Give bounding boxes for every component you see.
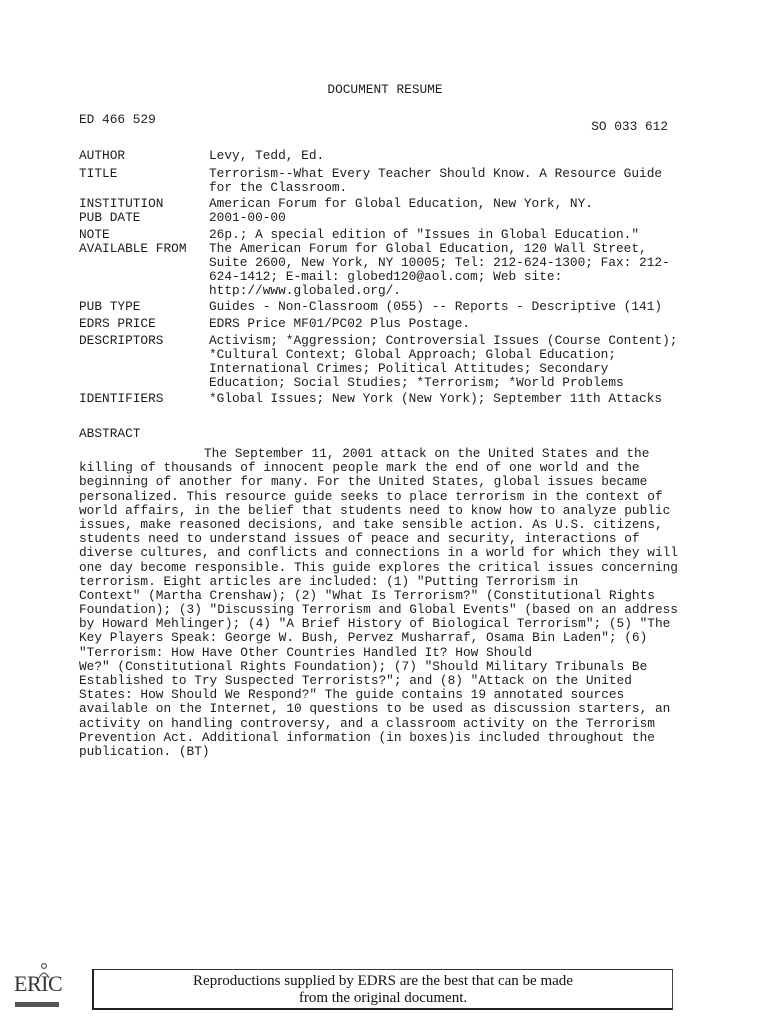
abstract-line: beginning of another for many. For the United States, global issues became	[79, 474, 648, 490]
field-value	[209, 300, 729, 314]
field-value	[209, 392, 729, 406]
abstract-line: Key Players Speak: George W. Bush, Pervez Musharraf, Osama Bin Laden"; (6)	[79, 630, 648, 646]
notice-line-2: from the original document.	[298, 990, 468, 1006]
abstract-line: terrorism. Eight articles are included: (1) "Putting Terrorism in	[79, 573, 579, 589]
value-line: for the Classroom.	[209, 180, 348, 195]
abstract-line: one day become responsible. This guide explores the critical issues concerning	[79, 559, 678, 575]
abstract-line: States: How Should We Respond?" The guide contains 19 annotated sources	[79, 687, 625, 703]
field-label: DESCRIPTORS	[79, 333, 164, 348]
abstract-line: issues, make reasoned decisions, and take sensible action. As U.S. citizens,	[79, 516, 663, 532]
value-line: Guides - Non-Classroom (055) -- Reports - Descriptive (141)	[209, 299, 663, 314]
value-line: Education; Social Studies; *Terrorism; *World Problems	[209, 375, 624, 390]
value-line: 2001-00-00	[209, 210, 286, 225]
reproduction-notice	[92, 969, 673, 1010]
abstract-body	[79, 447, 719, 759]
eric-logo-bar	[15, 1002, 59, 1007]
field-label: INSTITUTION	[79, 196, 164, 211]
field-value	[209, 228, 729, 242]
abstract-line: Prevention Act. Additional information (in boxes)is included throughout the	[79, 729, 655, 745]
value-line: 624-1412; E-mail: globed120@aol.com; Web site:	[209, 269, 563, 284]
field-value	[209, 211, 729, 225]
abstract-line: diverse cultures, and conflicts and connections in a world for which they will	[79, 545, 678, 561]
value-line: 26p.; A special edition of "Issues in Global Education."	[209, 227, 640, 242]
value-line: EDRS Price MF01/PC02 Plus Postage.	[209, 316, 471, 331]
field-label: NOTE	[79, 227, 110, 242]
abstract-line: We?" (Constitutional Rights Foundation); (7) "Should Military Tribunals Be	[79, 658, 648, 674]
abstract-line: "Terrorism: How Have Other Countries Handled It? How Should	[79, 644, 533, 660]
value-line: Levy, Tedd, Ed.	[209, 148, 325, 163]
field-label: TITLE	[79, 166, 118, 181]
value-line: Suite 2600, New York, NY 10005; Tel: 212-624-1300; Fax: 212-	[209, 255, 670, 270]
value-line: The American Forum for Global Education, 120 Wall Street,	[209, 241, 647, 256]
field-value	[209, 334, 729, 390]
abstract-heading: ABSTRACT	[79, 426, 141, 441]
field-value	[209, 197, 729, 211]
value-line: Terrorism--What Every Teacher Should Know. A Resource Guide	[209, 166, 663, 181]
abstract-line: world affairs, in the belief that students need to know how to analyze public	[79, 502, 671, 518]
abstract-line: by Howard Mehlinger); (4) "A Brief History of Biological Terrorism"; (5) "The	[79, 616, 671, 632]
value-line: International Crimes; Political Attitudes; Secondary	[209, 361, 609, 376]
abstract-line: Foundation); (3) "Discussing Terrorism and Global Events" (based on an address	[79, 602, 678, 618]
abstract-line: students need to understand issues of peace and security, interactions of	[79, 531, 640, 547]
abstract-line: activity on handling controversy, and a classroom activity on the Terrorism	[79, 715, 655, 731]
ed-number: ED 466 529	[79, 112, 156, 127]
eric-logo-text: ERIC	[14, 971, 63, 996]
value-line: *Cultural Context; Global Approach; Global Education;	[209, 347, 617, 362]
abstract-line: available on the Internet, 10 questions to be used as discussion starters, an	[79, 701, 671, 717]
field-value	[209, 317, 729, 331]
abstract-line: publication. (BT)	[79, 743, 210, 759]
value-line: http://www.globaled.org/.	[209, 283, 401, 298]
field-label: PUB TYPE	[79, 299, 141, 314]
abstract-line: Context" (Martha Crenshaw); (2) "What Is Terrorism?" (Constitutional Rights	[79, 587, 655, 603]
field-label: IDENTIFIERS	[79, 391, 164, 406]
field-label: AUTHOR	[79, 148, 126, 163]
value-line: American Forum for Global Education, New York, NY.	[209, 196, 593, 211]
eric-logo	[14, 963, 68, 1011]
document-title: DOCUMENT RESUME	[327, 82, 443, 97]
abstract-line: killing of thousands of innocent people mark the end of one world and the	[79, 460, 640, 476]
field-value	[209, 167, 729, 195]
field-value	[209, 242, 729, 298]
notice-line-1: Reproductions supplied by EDRS are the best that can be made	[193, 973, 573, 989]
value-line: Activism; *Aggression; Controversial Issues (Course Content);	[209, 333, 678, 348]
abstract-line: Established to Try Suspected Terrorists?"; and (8) "Attack on the United	[79, 673, 632, 688]
field-label: AVAILABLE FROM	[79, 241, 187, 256]
abstract-line: personalized. This resource guide seeks to place terrorism in the context of	[79, 488, 663, 504]
so-number: SO 033 612	[591, 119, 668, 134]
field-value	[209, 149, 729, 163]
field-label: PUB DATE	[79, 210, 141, 225]
value-line: *Global Issues; New York (New York); September 11th Attacks	[209, 391, 663, 406]
field-label: EDRS PRICE	[79, 316, 156, 331]
abstract-line: The September 11, 2001 attack on the United States and the	[204, 446, 650, 461]
